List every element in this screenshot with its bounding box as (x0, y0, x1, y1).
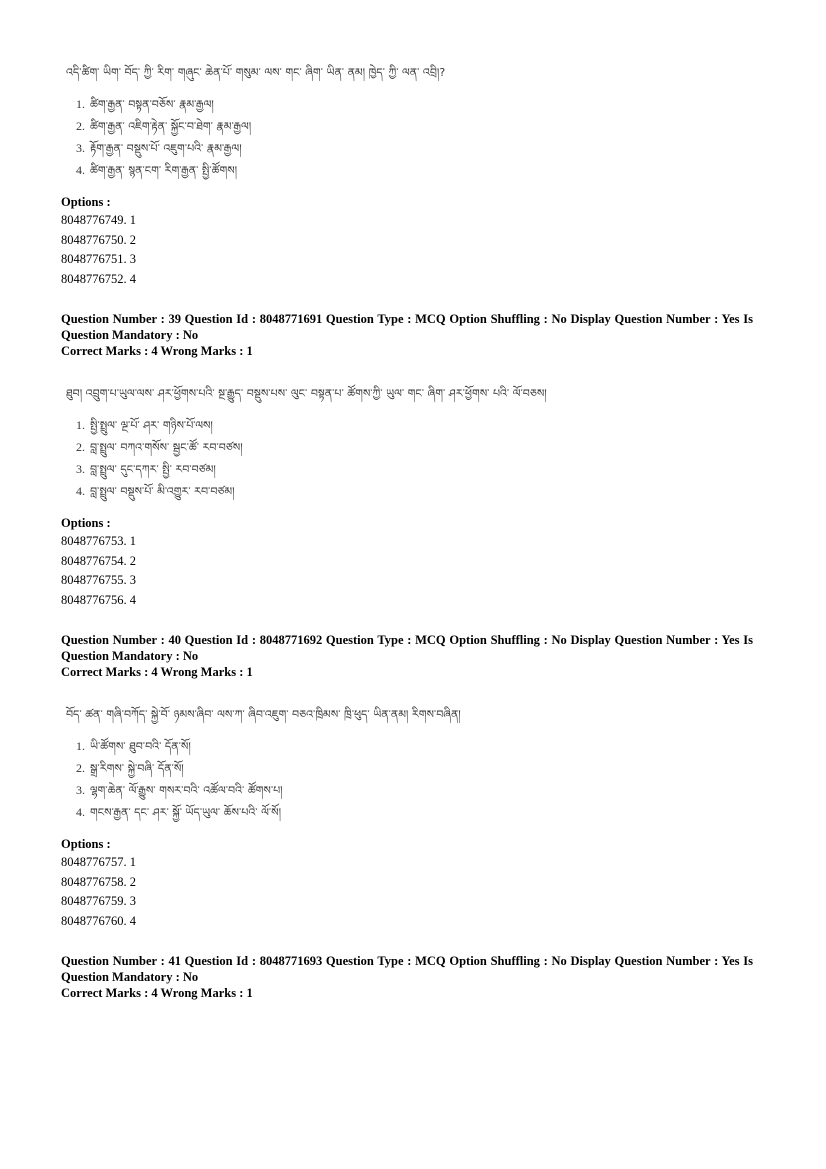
option-id: 8048776754. 2 (61, 553, 136, 568)
answer-option: 3. ལྷག་ཆེན་ ལོ་རྒྱུས་ གསར་བའི་ འཚོལ་བའི་ ཚོགས་པ། (76, 783, 283, 797)
answer-option: 4. གངས་རྒྱན་ དང་ ཤར་ སྐྱོ་ ཡོད་ཡུལ་ ཆོས་པའི་ ལོ་སོ། (76, 805, 282, 819)
answer-option: 2. སྒྲ་རིགས་ སྐྱེ་བཞི་ དོན་སོ། (76, 761, 184, 775)
option-id: 8048776757. 1 (61, 855, 136, 869)
question-header (61, 953, 753, 1001)
options-label: Options : (61, 195, 111, 209)
question-header (61, 632, 753, 680)
answer-option: 2. ཚིག་རྒྱན་ འཇིག་རྟེན་ སྐྱོང་བ་ཐེག་ རྣམ་རྒྱལ། (76, 119, 252, 133)
question-text: འདི་ཚིག་ ཡིག་ བོད་ ཀྱི་ རིག་ གཞུང་ ཆེན་པོ་ གསུམ་ ལས་ གང་ ཞིག་ ཡིན་ ནམ། ཁྱེད་ ཀྱི་ ལན་ འབྲི།? (66, 66, 446, 79)
answer-option: 3. རྟོག་རྒྱན་ བསྡུས་པོ་ འཇུག་པའི་ རྣམ་རྒྱལ། (76, 141, 242, 155)
answer-option-list (76, 734, 283, 822)
answer-option: 2. བླ་སྤྲུལ་ བཀའ་གསོས་ སྦྱང་ཚོ་ རབ་བཙས། (76, 440, 243, 454)
answer-option: 3. བླ་སྤྲུལ་ དུང་དཀར་ སྤྱི་ རབ་བཙམ། (76, 462, 216, 476)
question-meta: Question Number : 40 Question Id : 8048771692 Question Type : MCQ Option Shuffling : No Display Question Number : Yes Is Question Mandatory : No (61, 633, 753, 663)
option-id: 8048776760. 4 (61, 913, 136, 928)
answer-option: 4. ཚིག་རྒྱན་ སྙན་ངག་ རིག་རྒྱན་ སྤྱི་ཚོགས། (76, 163, 238, 177)
question-marks: Correct Marks : 4 Wrong Marks : 1 (61, 986, 253, 1000)
option-id: 8048776755. 3 (61, 573, 136, 587)
answer-option: 4. བླ་སྤྲུལ་ བསྡུས་པོ་ མི་འགྱུར་ རབ་བཙམ། (76, 484, 235, 498)
option-id: 8048776756. 4 (61, 592, 136, 607)
answer-option-list (76, 413, 243, 501)
option-id: 8048776751. 3 (61, 252, 136, 266)
answer-option: 1. ཚིག་རྒྱན་ བསྟན་བཅོས་ རྣམ་རྒྱལ། (76, 97, 214, 111)
answer-option: 1. ཡི་ཚོགས་ ཐུབ་བའི་ དོན་སོ། (76, 739, 191, 753)
question-text: བོད་ ཚན་ གཞི་བཀོད་ སྐྱེ་བོ་ ཉམས་ཞིབ་ ལས་ཀ་ ཞིབ་འཇུག་ བཅའ་ཁྲིམས་ ཁྲི་ཕུད་ ཡིན་ནམ། རིགས་བཞིན། (66, 708, 461, 721)
option-id: 8048776752. 4 (61, 271, 136, 286)
option-id: 8048776753. 1 (61, 534, 136, 548)
options-label: Options : (61, 837, 111, 851)
question-marks: Correct Marks : 4 Wrong Marks : 1 (61, 344, 253, 358)
option-id-list (61, 213, 136, 291)
answer-option: 1. སྤྱི་སྤྲུལ་ ལྔ་པོ་ ཤར་ གཉིས་པོ་ལས། (76, 418, 213, 432)
question-meta: Question Number : 41 Question Id : 8048771693 Question Type : MCQ Option Shuffling : No Display Question Number : Yes Is Question Mandatory : No (61, 954, 753, 984)
options-label: Options : (61, 516, 111, 530)
answer-option-list (76, 92, 251, 180)
question-header (61, 311, 753, 359)
option-id-list (61, 855, 136, 933)
question-marks: Correct Marks : 4 Wrong Marks : 1 (61, 665, 253, 679)
option-id: 8048776759. 3 (61, 894, 136, 908)
option-id-list (61, 534, 136, 612)
option-id: 8048776750. 2 (61, 232, 136, 247)
option-id: 8048776749. 1 (61, 213, 136, 227)
option-id: 8048776758. 2 (61, 874, 136, 889)
question-meta: Question Number : 39 Question Id : 8048771691 Question Type : MCQ Option Shuffling : No Display Question Number : Yes Is Question Mandatory : No (61, 312, 753, 342)
question-text: ཐུབ། འབྲུག་པ་ཡུལ་ལས་ ཤར་ཕྱོགས་པའི་ སྔ་རྒྱུད་ བསྡུས་པས་ ལུང་ བསྟན་པ་ ཚོགས་ཀྱི་ ཡུལ་ གང་ ཞིག་ ཤར་ཕྱོགས་ པའི་ ལོ་བཅས། (66, 387, 547, 400)
